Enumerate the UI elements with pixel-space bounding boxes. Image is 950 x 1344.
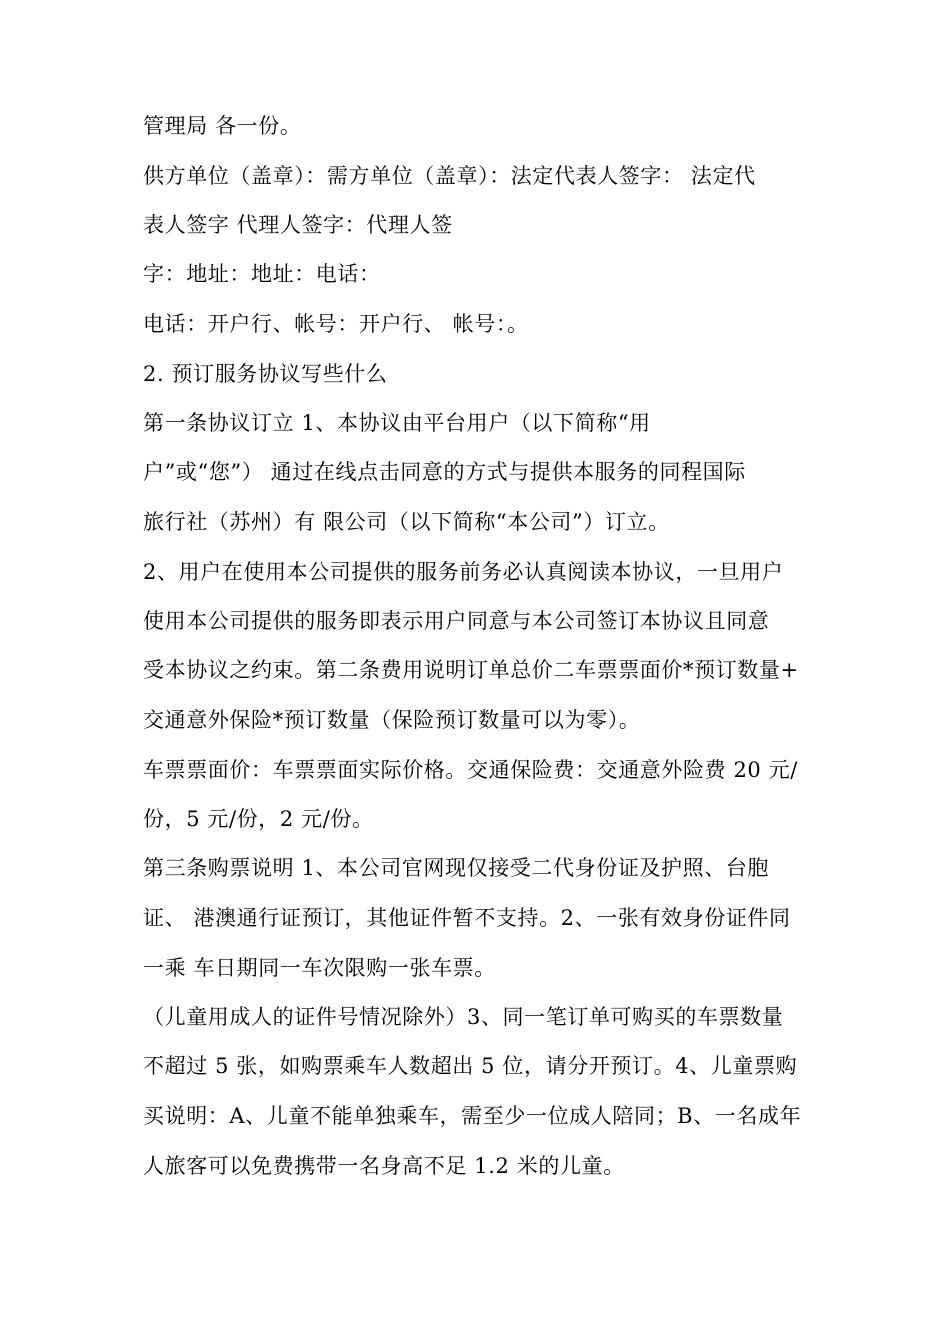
text-line: 户”或“您”） 通过在线点击同意的方式与提供本服务的同程国际	[143, 460, 746, 484]
text-line: 人旅客可以免费携带一名身高不足 1.2 米的儿童。	[143, 1154, 625, 1178]
text-line: 字：地址：地址：电话：	[143, 262, 381, 286]
text-line: 第三条购票说明 1、本公司官网现仅接受二代身份证及护照、台胞	[143, 856, 770, 880]
text-line: 不超过 5 张，如购票乘车人数超出 5 位，请分开预订。4、儿童票购	[143, 1054, 798, 1078]
text-line: 证、 港澳通行证预订，其他证件暂不支持。2、一张有效身份证件同	[143, 906, 791, 930]
text-line: （儿童用成人的证件号情况除外）3、同一笔订单可购买的车票数量	[143, 1005, 784, 1029]
text-line: 第一条协议订立 1、本协议由平台用户（以下简称“用	[143, 411, 651, 435]
text-line: 管理局 各一份。	[143, 114, 302, 138]
text-line: 一乘 车日期同一车次限购一张车票。	[143, 956, 496, 980]
text-line: 2、用户在使用本公司提供的服务前务必认真阅读本协议，一旦用户	[143, 560, 784, 584]
text-line: 电话：开户行、帐号：开户行、 帐号：。	[143, 312, 529, 336]
text-line: 表人签字 代理人签字：代理人签	[143, 213, 453, 237]
text-line: 交通意外保险*预订数量（保险预订数量可以为零）。	[143, 708, 641, 732]
section-heading: 2. 预订服务协议写些什么	[143, 362, 388, 386]
text-line: 车票票面价：车票票面实际价格。交通保险费：交通意外险费 20 元/	[143, 758, 798, 782]
text-line: 受本协议之约束。第二条费用说明订单总价二车票票面价*预订数量+	[143, 658, 799, 682]
text-line: 供方单位（盖章）：需方单位（盖章）：法定代表人签字： 法定代	[143, 164, 756, 188]
text-line: 旅行社（苏州）有 限公司（以下简称“本公司”）订立。	[143, 510, 670, 534]
text-line: 份，5 元/份，2 元/份。	[143, 807, 374, 831]
text-line: 使用本公司提供的服务即表示用户同意与本公司签订本协议且同意	[143, 609, 770, 633]
text-line: 买说明：A、儿童不能单独乘车，需至少一位成人陪同；B、一名成年	[143, 1104, 802, 1128]
